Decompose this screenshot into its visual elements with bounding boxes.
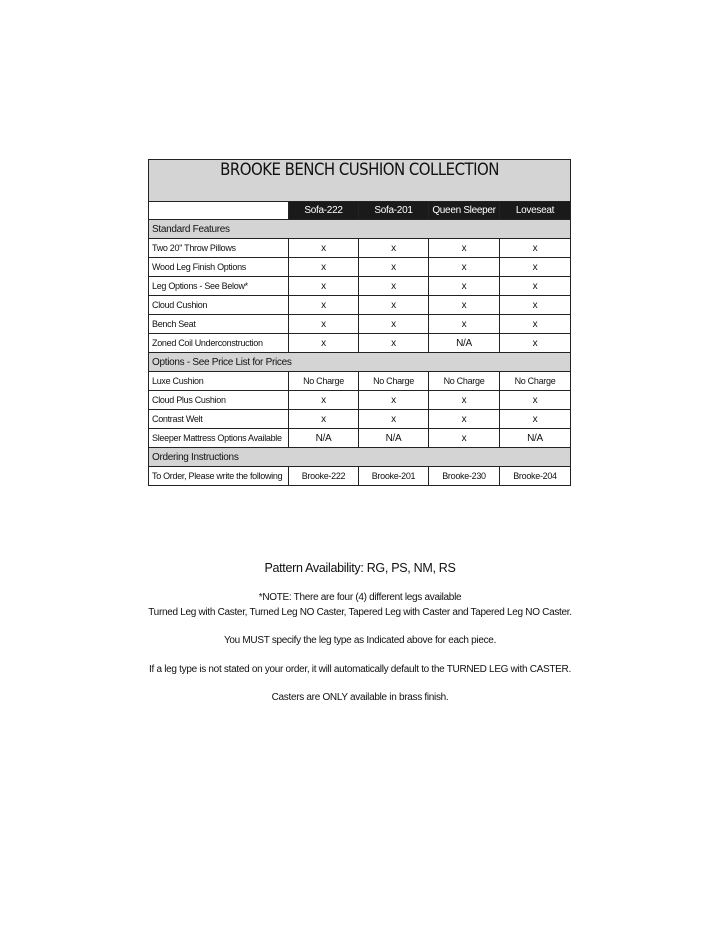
row-value-sofa-222: Brooke-222	[289, 467, 359, 486]
pattern-availability: Pattern Availability: RG, PS, NM, RS	[264, 561, 456, 575]
row-value-loveseat: x	[500, 315, 571, 334]
row-value-sofa-201: x	[359, 391, 429, 410]
row-value-loveseat: Brooke-204	[500, 467, 571, 486]
row-value-sofa-201: x	[359, 315, 429, 334]
table-row	[149, 258, 571, 277]
row-value-loveseat: x	[500, 258, 571, 277]
row-value-queen-sleeper: x	[429, 315, 500, 334]
row-value-sofa-201: x	[359, 258, 429, 277]
default-leg-note: If a leg type is not stated on your order, it will automatically default to the TURNED LEG with CASTER.	[149, 664, 571, 675]
row-value-sofa-222: x	[289, 239, 359, 258]
legs-list: Turned Leg with Caster, Turned Leg NO Caster, Tapered Leg with Caster and Tapered Leg NO Caster.	[148, 607, 572, 618]
section-heading: Standard Features	[149, 220, 571, 239]
row-label: Sleeper Mattress Options Available	[149, 429, 289, 448]
row-value-loveseat: x	[500, 391, 571, 410]
row-value-queen-sleeper: x	[429, 410, 500, 429]
row-label: Two 20" Throw Pillows	[149, 239, 289, 258]
table-row	[149, 296, 571, 315]
casters-note: Casters are ONLY available in brass finish.	[271, 692, 449, 703]
row-value-loveseat: x	[500, 239, 571, 258]
title-row	[149, 160, 571, 202]
row-value-sofa-222: x	[289, 391, 359, 410]
row-label: To Order, Please write the following	[149, 467, 289, 486]
header-blank-cell	[149, 202, 289, 220]
row-value-loveseat: No Charge	[500, 372, 571, 391]
row-label: Contrast Welt	[149, 410, 289, 429]
section-row-options-see-price-list-for-prices	[149, 353, 571, 372]
table-row	[149, 467, 571, 486]
table-row	[149, 334, 571, 353]
section-row-standard-features	[149, 220, 571, 239]
row-value-sofa-201: x	[359, 277, 429, 296]
row-value-sofa-222: x	[289, 296, 359, 315]
row-value-loveseat: N/A	[500, 429, 571, 448]
row-value-queen-sleeper: x	[429, 391, 500, 410]
row-label: Zoned Coil Underconstruction	[149, 334, 289, 353]
row-value-sofa-222: No Charge	[289, 372, 359, 391]
table-row	[149, 429, 571, 448]
row-value-sofa-222: x	[289, 334, 359, 353]
row-label: Luxe Cushion	[149, 372, 289, 391]
column-header-queen-sleeper: Queen Sleeper	[429, 202, 500, 220]
row-value-sofa-201: N/A	[359, 429, 429, 448]
row-label: Cloud Cushion	[149, 296, 289, 315]
row-value-sofa-222: N/A	[289, 429, 359, 448]
column-header-row	[149, 202, 571, 220]
row-value-sofa-201: Brooke-201	[359, 467, 429, 486]
feature-table	[148, 159, 571, 486]
row-value-sofa-201: No Charge	[359, 372, 429, 391]
row-value-queen-sleeper: Brooke-230	[429, 467, 500, 486]
row-value-sofa-222: x	[289, 315, 359, 334]
row-value-queen-sleeper: No Charge	[429, 372, 500, 391]
table-row	[149, 315, 571, 334]
row-label: Bench Seat	[149, 315, 289, 334]
row-label: Wood Leg Finish Options	[149, 258, 289, 277]
row-value-queen-sleeper: x	[429, 277, 500, 296]
row-value-sofa-201: x	[359, 239, 429, 258]
row-value-queen-sleeper: x	[429, 429, 500, 448]
row-value-loveseat: x	[500, 410, 571, 429]
section-heading: Options - See Price List for Prices	[149, 353, 571, 372]
row-value-sofa-201: x	[359, 334, 429, 353]
legs-note: *NOTE: There are four (4) different legs available	[258, 592, 462, 603]
row-value-sofa-201: x	[359, 296, 429, 315]
row-label: Cloud Plus Cushion	[149, 391, 289, 410]
row-value-queen-sleeper: x	[429, 239, 500, 258]
row-value-sofa-222: x	[289, 277, 359, 296]
must-specify-note: You MUST specify the leg type as Indicated above for each piece.	[223, 635, 497, 646]
table-row	[149, 410, 571, 429]
row-value-loveseat: x	[500, 296, 571, 315]
table-title: BROOKE BENCH CUSHION COLLECTION	[174, 160, 544, 201]
table-row	[149, 372, 571, 391]
table-row	[149, 239, 571, 258]
table-title-cell	[149, 160, 571, 202]
table-row	[149, 391, 571, 410]
row-value-queen-sleeper: N/A	[429, 334, 500, 353]
row-value-sofa-201: x	[359, 410, 429, 429]
feature-table-body	[149, 160, 571, 486]
row-value-queen-sleeper: x	[429, 258, 500, 277]
row-value-loveseat: x	[500, 277, 571, 296]
row-value-queen-sleeper: x	[429, 296, 500, 315]
column-header-sofa-201: Sofa-201	[359, 202, 429, 220]
row-label: Leg Options - See Below*	[149, 277, 289, 296]
column-header-loveseat: Loveseat	[500, 202, 571, 220]
row-value-sofa-222: x	[289, 258, 359, 277]
column-header-sofa-222: Sofa-222	[289, 202, 359, 220]
section-heading: Ordering Instructions	[149, 448, 571, 467]
table-row	[149, 277, 571, 296]
row-value-loveseat: x	[500, 334, 571, 353]
row-value-sofa-222: x	[289, 410, 359, 429]
section-row-ordering-instructions	[149, 448, 571, 467]
